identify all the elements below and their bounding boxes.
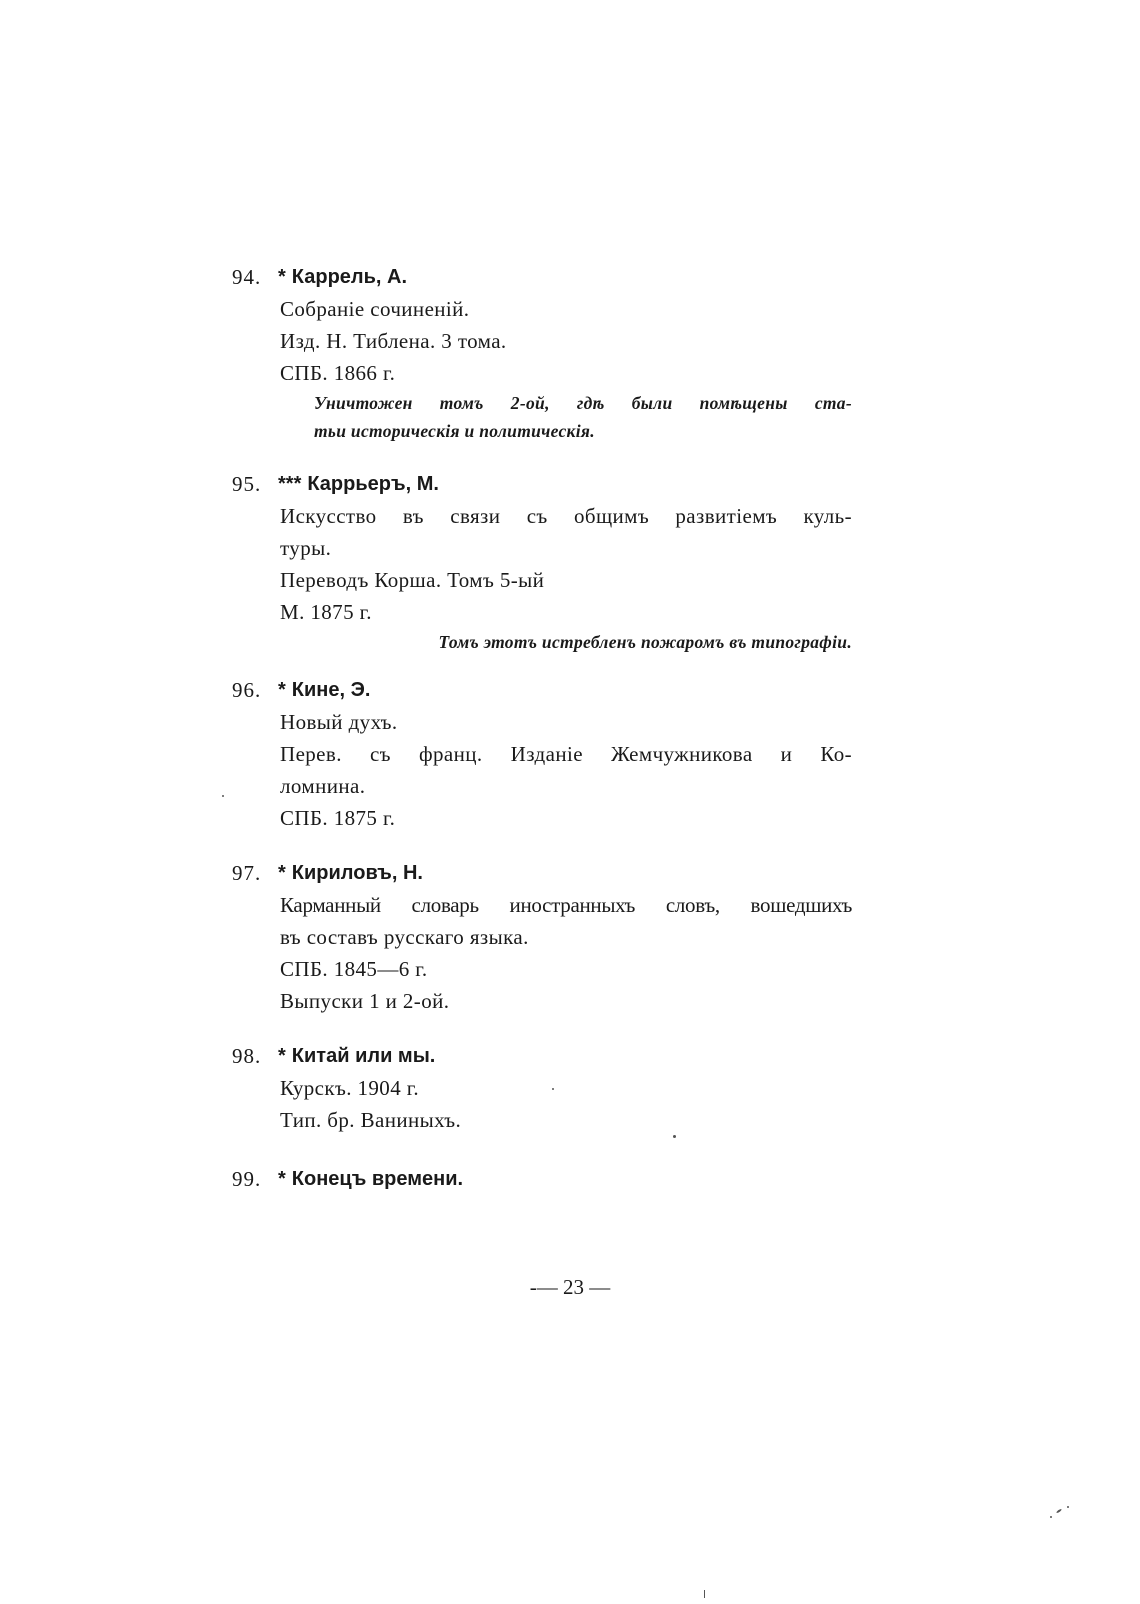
entry-line: Карманный словарь иностранныхъ словъ, вошедшихъ [280, 893, 852, 917]
entry-line: ломнина. [280, 774, 366, 798]
entry-number: 96. [232, 678, 262, 702]
entry-note [280, 389, 852, 445]
scan-speck [222, 795, 224, 797]
entry-heading [278, 1040, 435, 1072]
entry-line: СПБ. 1845—6 г. [280, 957, 428, 981]
entry-body [280, 1072, 852, 1136]
entry-body [280, 889, 852, 1017]
entry-author: Каррьеръ, М. [307, 473, 439, 495]
entry-heading [278, 674, 370, 706]
entry-author: Каррель, А. [291, 266, 408, 288]
entry-body [280, 500, 852, 656]
entry-line: Переводъ Корша. Томъ 5-ый [280, 568, 545, 592]
entry-line: СПБ. 1875 г. [280, 806, 396, 830]
entry-line: Перев. съ франц. Изданіе Жемчужникова и Ко- [280, 742, 852, 766]
entry-author: Кине, Э. [291, 679, 371, 701]
entry-stars: * [278, 679, 286, 701]
entry-stars: * [278, 1168, 286, 1190]
entry-line: въ составъ русскаго языка. [280, 925, 529, 949]
entry-number: 94. [232, 265, 262, 289]
entry-note-line: тьи историческія и политическія. [314, 421, 595, 441]
entry-number: 98. [232, 1044, 262, 1068]
entry-stars: *** [278, 473, 302, 495]
entry-heading [278, 1163, 463, 1195]
entry-line: СПБ. 1866 г. [280, 361, 396, 385]
entry-line: Тип. бр. Ваниныхъ. [280, 1108, 462, 1132]
entry-line: М. 1875 г. [280, 600, 372, 624]
entry-stars: * [278, 1045, 286, 1067]
scan-speck [704, 1590, 705, 1598]
entry-line: Курскъ. 1904 г. [280, 1076, 420, 1100]
entry-author: Кириловъ, Н. [291, 862, 423, 884]
entry-heading [278, 468, 439, 500]
scan-speck [1050, 1516, 1052, 1518]
entry-heading [278, 857, 423, 889]
entry-stars: * [278, 266, 286, 288]
entry-body [280, 706, 852, 834]
entry-line: Собраніе сочиненій. [280, 297, 470, 321]
entry-author: Конецъ времени. [291, 1168, 464, 1190]
entry-line: Искусство въ связи съ общимъ развитіемъ куль- [280, 504, 852, 528]
entry-stars: * [278, 862, 286, 884]
scan-speck [1067, 1506, 1069, 1508]
scan-speck [1056, 1508, 1062, 1513]
entry-heading [278, 261, 407, 293]
entry-number: 99. [232, 1167, 262, 1191]
entry-author: Китай или мы. [291, 1045, 436, 1067]
entry-number: 97. [232, 861, 262, 885]
entry-line: Новый духъ. [280, 710, 398, 734]
entry-note-line: Томъ этотъ истребленъ пожаромъ въ типографіи. [438, 632, 852, 652]
entry-number: 95. [232, 472, 262, 496]
entry-line: туры. [280, 536, 332, 560]
entry-note-line: Уничтожен томъ 2-ой, гдѣ были помѣщены ста- [314, 393, 852, 413]
page-number: -— 23 — [529, 1275, 611, 1299]
entry-line: Изд. Н. Тиблена. 3 тома. [280, 329, 507, 353]
scan-speck [552, 1088, 554, 1090]
entry-body [280, 293, 852, 445]
scan-speck [673, 1135, 676, 1138]
entry-line: Выпуски 1 и 2-ой. [280, 989, 450, 1013]
